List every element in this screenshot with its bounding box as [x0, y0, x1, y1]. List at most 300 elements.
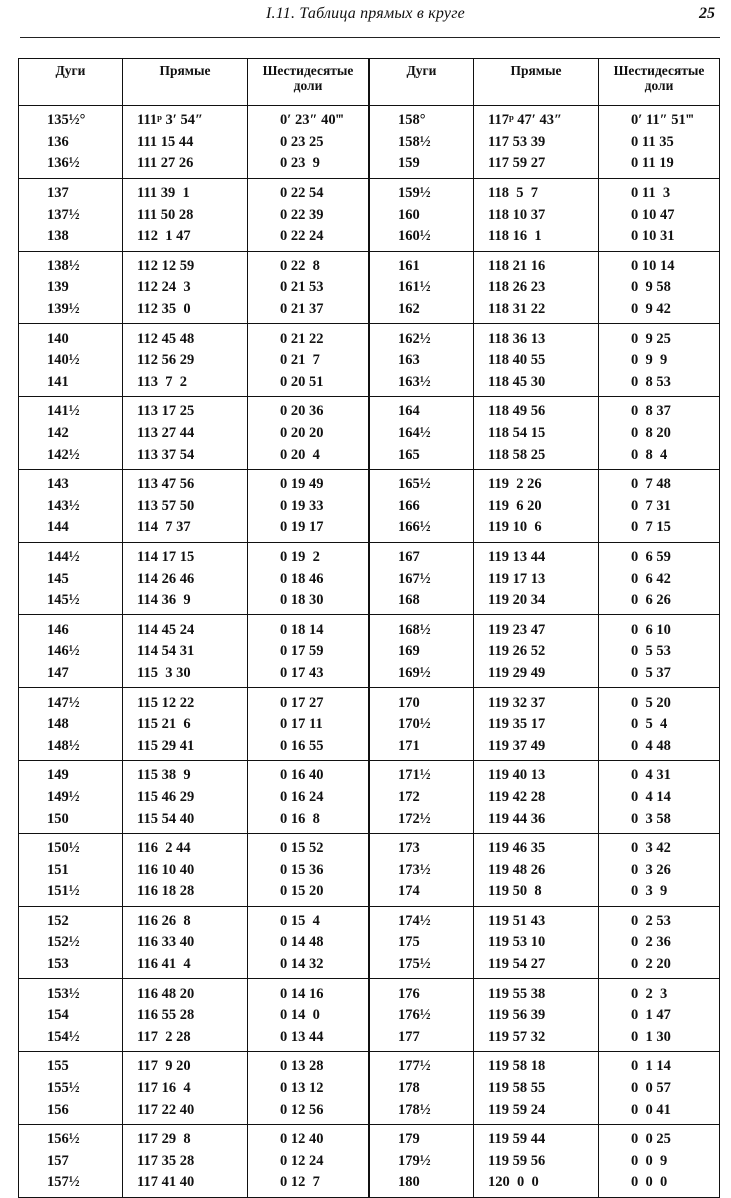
sixtieths-cell: 0 12 24 [248, 1151, 369, 1173]
arc-cell: 172½ [398, 810, 431, 827]
table-row [370, 932, 720, 954]
table-row [370, 204, 720, 226]
table-row [370, 735, 720, 760]
sixtieths-cell: 0 14 32 [248, 954, 369, 979]
arc-cell: 148½ [47, 737, 80, 754]
table-row [370, 444, 720, 469]
chord-cell: 118 54 15 [474, 423, 599, 445]
table-row [19, 496, 369, 518]
table-row [370, 324, 720, 350]
table-row [19, 1172, 369, 1197]
arc-cell: 138½ [47, 257, 80, 274]
chord-cell: 119 35 17 [474, 714, 599, 736]
table-row [19, 1005, 369, 1027]
chord-cell: 111 39 1 [123, 178, 248, 204]
sixtieths-cell: 0 19 17 [248, 517, 369, 542]
chord-cell: 119 23 47 [474, 615, 599, 641]
sixtieths-cell: 0 18 46 [248, 568, 369, 590]
row-group [19, 542, 369, 615]
table-row [370, 641, 720, 663]
arc-cell: 156 [47, 1101, 69, 1118]
arc-cell: 159 [398, 155, 420, 172]
sixtieths-cell: 0 5 20 [599, 688, 720, 714]
sixtieths-cell: 0 8 20 [599, 423, 720, 445]
table-row [370, 714, 720, 736]
left-chord-table [18, 58, 369, 1198]
right-table-wrap [369, 58, 719, 1198]
row-group [370, 688, 720, 761]
table-row [19, 833, 369, 859]
arc-cell: 160 [398, 206, 420, 223]
table-row [19, 1052, 369, 1078]
table-row [370, 132, 720, 154]
chord-cell: 116 48 20 [123, 979, 248, 1005]
arc-cell: 167 [398, 548, 420, 565]
sixtieths-cell: 0 16 8 [248, 808, 369, 833]
arc-cell: 150 [47, 810, 69, 827]
sixtieths-cell: 0 21 53 [248, 277, 369, 299]
chord-cell: 118 26 23 [474, 277, 599, 299]
arc-cell: 174 [398, 883, 420, 900]
table-row [19, 153, 369, 178]
chord-cell: 115 21 6 [123, 714, 248, 736]
sixtieths-cell: 0 6 42 [599, 568, 720, 590]
column-header-chords: Прямые [123, 59, 248, 106]
arc-cell: 158½ [398, 133, 431, 150]
table-row [370, 787, 720, 809]
table-row [370, 350, 720, 372]
sixtieths-cell: 0 7 31 [599, 496, 720, 518]
chord-cell: 119 46 35 [474, 833, 599, 859]
table-row [19, 251, 369, 277]
table-row [370, 881, 720, 906]
table-row [370, 277, 720, 299]
table-row [370, 397, 720, 423]
table-row [19, 226, 369, 251]
table-row [370, 423, 720, 445]
chord-cell: 113 27 44 [123, 423, 248, 445]
arc-cell: 171½ [398, 767, 431, 784]
sixtieths-cell: 0 13 28 [248, 1052, 369, 1078]
arc-cell: 153 [47, 956, 69, 973]
arc-cell: 171 [398, 737, 420, 754]
sixtieths-cell: 0 16 24 [248, 787, 369, 809]
sixtieths-cell: 0 17 43 [248, 663, 369, 688]
chord-cell: 114 17 15 [123, 542, 248, 568]
chord-cell: 117 16 4 [123, 1078, 248, 1100]
sixtieths-cell: 0 4 14 [599, 787, 720, 809]
arc-cell: 176½ [398, 1007, 431, 1024]
sixtieths-cell: 0 22 54 [248, 178, 369, 204]
arc-cell: 137½ [47, 206, 80, 223]
arc-cell: 168 [398, 592, 420, 609]
arc-cell: 178 [398, 1080, 420, 1097]
chord-cell: 115 12 22 [123, 688, 248, 714]
table-row [19, 590, 369, 615]
sixtieths-cell: 0 13 44 [248, 1027, 369, 1052]
chord-cell: 119 55 38 [474, 979, 599, 1005]
arc-cell: 159½ [398, 185, 431, 202]
row-group [19, 469, 369, 542]
arc-cell: 154½ [47, 1028, 80, 1045]
row-group [370, 397, 720, 470]
row-group [19, 906, 369, 979]
chord-cell: 119 2 26 [474, 469, 599, 495]
chord-cell: 119 37 49 [474, 735, 599, 760]
arc-cell: 173½ [398, 861, 431, 878]
table-row [370, 251, 720, 277]
chord-cell: 117 9 20 [123, 1052, 248, 1078]
arc-cell: 167½ [398, 570, 431, 587]
arc-cell: 151 [47, 861, 69, 878]
arc-cell: 176 [398, 985, 420, 1002]
table-row [19, 859, 369, 881]
arc-cell: 173 [398, 840, 420, 857]
sixtieths-cell: 0 6 10 [599, 615, 720, 641]
chord-cell: 116 26 8 [123, 906, 248, 932]
sixtieths-cell: 0 2 53 [599, 906, 720, 932]
table-row [19, 204, 369, 226]
arc-cell: 144½ [47, 548, 80, 565]
sixtieths-cell: 0 7 15 [599, 517, 720, 542]
chord-cell: 118 10 37 [474, 204, 599, 226]
arc-cell: 142 [47, 425, 69, 442]
table-row [370, 859, 720, 881]
sixtieths-cell: 0 0 57 [599, 1078, 720, 1100]
table-row [19, 787, 369, 809]
sixtieths-cell: 0 8 4 [599, 444, 720, 469]
chord-cell: 119 59 44 [474, 1124, 599, 1150]
row-group [370, 761, 720, 834]
chord-cell: 119 51 43 [474, 906, 599, 932]
sixtieths-cell: 0 17 27 [248, 688, 369, 714]
sixtieths-cell: 0′ 11″ 51‴ [599, 106, 720, 132]
page-number: 25 [699, 5, 715, 22]
row-group [19, 761, 369, 834]
sixtieths-cell: 0 14 48 [248, 932, 369, 954]
sixtieths-cell: 0 4 31 [599, 761, 720, 787]
arc-cell: 146½ [47, 643, 80, 660]
arc-cell: 172 [398, 788, 420, 805]
arc-cell: 170½ [398, 716, 431, 733]
chord-cell: 119 54 27 [474, 954, 599, 979]
chord-cell: 117 22 40 [123, 1099, 248, 1124]
row-group [370, 833, 720, 906]
arc-cell: 160½ [398, 228, 431, 245]
table-row [19, 132, 369, 154]
arc-cell: 161½ [398, 279, 431, 296]
table-row [370, 590, 720, 615]
sixtieths-cell: 0 22 24 [248, 226, 369, 251]
row-group [370, 542, 720, 615]
table-row [370, 496, 720, 518]
chord-cell: 117 35 28 [123, 1151, 248, 1173]
table-row [19, 808, 369, 833]
sixtieths-cell: 0 23 9 [248, 153, 369, 178]
column-header-chords: Прямые [474, 59, 599, 106]
sixtieths-cell: 0 12 7 [248, 1172, 369, 1197]
arc-cell: 158° [398, 112, 426, 129]
row-group [19, 324, 369, 397]
arc-cell: 155 [47, 1058, 69, 1075]
sixtieths-cell: 0 12 56 [248, 1099, 369, 1124]
chord-cell: 119 13 44 [474, 542, 599, 568]
table-row [19, 372, 369, 397]
chord-cell: 117 41 40 [123, 1172, 248, 1197]
sixtieths-cell: 0 16 40 [248, 761, 369, 787]
arc-cell: 161 [398, 257, 420, 274]
sixtieths-cell: 0 9 42 [599, 299, 720, 324]
sixtieths-cell: 0 19 2 [248, 542, 369, 568]
sixtieths-cell: 0 0 0 [599, 1172, 720, 1197]
row-group [370, 251, 720, 324]
table-row [370, 1078, 720, 1100]
arc-cell: 146 [47, 621, 69, 638]
table-row [370, 1172, 720, 1197]
chord-cell: 118 45 30 [474, 372, 599, 397]
row-group [19, 397, 369, 470]
arc-cell: 155½ [47, 1080, 80, 1097]
arc-cell: 154 [47, 1007, 69, 1024]
arc-cell: 175½ [398, 956, 431, 973]
sixtieths-cell: 0 2 3 [599, 979, 720, 1005]
table-row [19, 277, 369, 299]
chord-cell: 120 0 0 [474, 1172, 599, 1197]
arc-cell: 149½ [47, 788, 80, 805]
arc-cell: 157 [47, 1152, 69, 1169]
sixtieths-cell: 0 11 3 [599, 178, 720, 204]
table-row [19, 714, 369, 736]
sixtieths-cell: 0 22 8 [248, 251, 369, 277]
chord-cell: 114 54 31 [123, 641, 248, 663]
sixtieths-cell: 0 12 40 [248, 1124, 369, 1150]
table-row [370, 833, 720, 859]
sixtieths-cell: 0 3 58 [599, 808, 720, 833]
chord-cell: 112 35 0 [123, 299, 248, 324]
table-row [19, 881, 369, 906]
arc-cell: 150½ [47, 840, 80, 857]
chord-cell: 116 33 40 [123, 932, 248, 954]
chord-cell: 113 17 25 [123, 397, 248, 423]
arc-cell: 164 [398, 403, 420, 420]
table-row [370, 469, 720, 495]
column-header-sixtieths: Шестидесятые доли [599, 59, 720, 106]
arc-cell: 140½ [47, 352, 80, 369]
sixtieths-cell: 0 2 36 [599, 932, 720, 954]
sixtieths-cell: 0 0 25 [599, 1124, 720, 1150]
chord-cell: 118 36 13 [474, 324, 599, 350]
arc-cell: 139 [47, 279, 69, 296]
table-row [19, 906, 369, 932]
chord-cell: 119 26 52 [474, 641, 599, 663]
chord-cell: 119 58 55 [474, 1078, 599, 1100]
column-header-arcs: Дуги [19, 59, 123, 106]
row-group [370, 469, 720, 542]
sixtieths-cell: 0 14 16 [248, 979, 369, 1005]
column-header-arcs: Дуги [370, 59, 474, 106]
row-group [19, 615, 369, 688]
table-row [370, 663, 720, 688]
arc-cell: 147 [47, 664, 69, 681]
page-header [0, 0, 731, 36]
chord-cell: 117 59 27 [474, 153, 599, 178]
sixtieths-cell: 0 5 53 [599, 641, 720, 663]
sixtieths-cell: 0 0 41 [599, 1099, 720, 1124]
arc-cell: 163 [398, 352, 420, 369]
chord-cell: 117ᵖ 47′ 43″ [474, 106, 599, 132]
arc-cell: 141½ [47, 403, 80, 420]
sixtieths-cell: 0 0 9 [599, 1151, 720, 1173]
table-row [370, 178, 720, 204]
chord-cell: 112 45 48 [123, 324, 248, 350]
table-row [370, 517, 720, 542]
sixtieths-cell: 0′ 23″ 40‴ [248, 106, 369, 132]
sixtieths-cell: 0 22 39 [248, 204, 369, 226]
arc-cell: 151½ [47, 883, 80, 900]
table-row [370, 1099, 720, 1124]
table-row [19, 106, 369, 132]
sixtieths-cell: 0 1 30 [599, 1027, 720, 1052]
chord-cell: 111 27 26 [123, 153, 248, 178]
chord-cell: 114 36 9 [123, 590, 248, 615]
chord-cell: 113 7 2 [123, 372, 248, 397]
row-group [370, 1124, 720, 1197]
sixtieths-cell: 0 9 58 [599, 277, 720, 299]
row-group [19, 1124, 369, 1197]
arc-cell: 148 [47, 716, 69, 733]
arc-cell: 169 [398, 643, 420, 660]
table-row [19, 568, 369, 590]
chord-cell: 118 21 16 [474, 251, 599, 277]
arc-cell: 179 [398, 1131, 420, 1148]
arc-cell: 135½° [47, 112, 86, 129]
chord-cell: 119 59 56 [474, 1151, 599, 1173]
sixtieths-cell: 0 6 59 [599, 542, 720, 568]
table-row [370, 615, 720, 641]
arc-cell: 143½ [47, 497, 80, 514]
arc-cell: 166½ [398, 519, 431, 536]
sixtieths-cell: 0 5 37 [599, 663, 720, 688]
chord-cell: 119 44 36 [474, 808, 599, 833]
table-row [370, 688, 720, 714]
table-row [19, 469, 369, 495]
chord-cell: 115 46 29 [123, 787, 248, 809]
sixtieths-cell: 0 21 7 [248, 350, 369, 372]
arc-cell: 169½ [398, 664, 431, 681]
sixtieths-cell: 0 11 19 [599, 153, 720, 178]
sixtieths-cell: 0 18 14 [248, 615, 369, 641]
row-group [19, 1052, 369, 1125]
sixtieths-cell: 0 15 36 [248, 859, 369, 881]
left-table-wrap [18, 58, 368, 1198]
arc-cell: 166 [398, 497, 420, 514]
sixtieths-cell: 0 17 59 [248, 641, 369, 663]
arc-cell: 136 [47, 133, 69, 150]
arc-cell: 179½ [398, 1152, 431, 1169]
running-title: I.11. Таблица прямых в круге [266, 5, 465, 22]
sixtieths-cell: 0 6 26 [599, 590, 720, 615]
table-row [19, 444, 369, 469]
table-row [19, 324, 369, 350]
column-header-sixtieths: Шестидесятые доли [248, 59, 369, 106]
table-row [370, 106, 720, 132]
arc-cell: 140 [47, 330, 69, 347]
arc-cell: 149 [47, 767, 69, 784]
sixtieths-cell: 0 3 42 [599, 833, 720, 859]
sixtieths-cell: 0 8 37 [599, 397, 720, 423]
row-group [370, 106, 720, 179]
chord-cell: 119 56 39 [474, 1005, 599, 1027]
chord-cell: 117 2 28 [123, 1027, 248, 1052]
table-row [19, 178, 369, 204]
arc-cell: 165 [398, 446, 420, 463]
arc-cell: 165½ [398, 476, 431, 493]
chord-cell: 111ᵖ 3′ 54″ [123, 106, 248, 132]
arc-cell: 143 [47, 476, 69, 493]
chord-cell: 111 50 28 [123, 204, 248, 226]
table-row [19, 615, 369, 641]
arc-cell: 170 [398, 694, 420, 711]
chord-cell: 118 16 1 [474, 226, 599, 251]
table-row [19, 663, 369, 688]
chord-cell: 119 40 13 [474, 761, 599, 787]
arc-cell: 142½ [47, 446, 80, 463]
sixtieths-cell: 0 16 55 [248, 735, 369, 760]
sixtieths-cell: 0 10 31 [599, 226, 720, 251]
sixtieths-cell: 0 21 37 [248, 299, 369, 324]
arc-cell: 137 [47, 185, 69, 202]
table-row [19, 397, 369, 423]
sixtieths-cell: 0 19 33 [248, 496, 369, 518]
arc-cell: 138 [47, 228, 69, 245]
row-group [370, 615, 720, 688]
sixtieths-cell: 0 15 20 [248, 881, 369, 906]
chord-cell: 118 31 22 [474, 299, 599, 324]
chord-cell: 114 26 46 [123, 568, 248, 590]
sixtieths-cell: 0 20 4 [248, 444, 369, 469]
chord-cell: 112 56 29 [123, 350, 248, 372]
chord-cell: 119 20 34 [474, 590, 599, 615]
row-group [370, 1052, 720, 1125]
sixtieths-cell: 0 20 51 [248, 372, 369, 397]
sixtieths-cell: 0 21 22 [248, 324, 369, 350]
chord-cell: 119 6 20 [474, 496, 599, 518]
sixtieths-cell: 0 15 52 [248, 833, 369, 859]
sixtieths-cell: 0 17 11 [248, 714, 369, 736]
sixtieths-cell: 0 15 4 [248, 906, 369, 932]
chord-cell: 119 59 24 [474, 1099, 599, 1124]
table-row [370, 761, 720, 787]
table-row [370, 1027, 720, 1052]
sixtieths-cell: 0 8 53 [599, 372, 720, 397]
table-row [19, 954, 369, 979]
arc-cell: 141 [47, 373, 69, 390]
sixtieths-cell: 0 1 14 [599, 1052, 720, 1078]
arc-cell: 177½ [398, 1058, 431, 1075]
arc-cell: 162 [398, 301, 420, 318]
header-rule [20, 37, 720, 38]
table-row [19, 761, 369, 787]
chord-cell: 119 53 10 [474, 932, 599, 954]
table-row [370, 906, 720, 932]
arc-cell: 145½ [47, 592, 80, 609]
row-group [370, 324, 720, 397]
row-group [370, 906, 720, 979]
sixtieths-cell: 0 10 47 [599, 204, 720, 226]
chord-cell: 111 15 44 [123, 132, 248, 154]
table-row [370, 542, 720, 568]
arc-cell: 178½ [398, 1101, 431, 1118]
